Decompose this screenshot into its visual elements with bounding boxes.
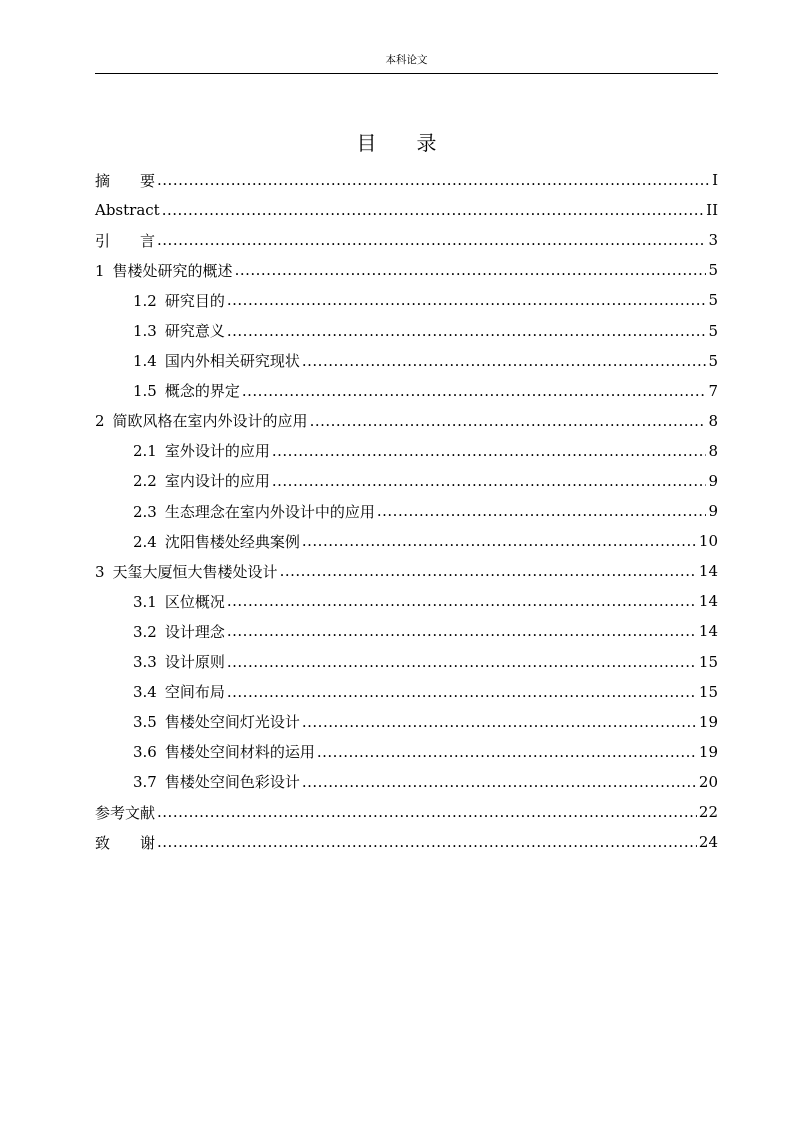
toc-entry-label [95,802,157,823]
toc-title-right: 录 [416,131,437,155]
toc-entry[interactable] [95,797,718,827]
toc-dot-leader [235,261,707,279]
toc-entry-number: 3 [95,562,105,581]
toc-dot-leader [227,291,707,309]
toc-entry[interactable] [95,315,718,345]
toc-entry-text: 空间布局 [164,683,225,702]
toc-entry-label [133,711,302,732]
toc-entry-number: 2 [95,412,105,431]
toc-dot-leader [302,532,697,550]
toc-entry-text: 天玺大厦恒大售楼处设计 [112,562,278,581]
toc-entry-text: 设计理念 [164,622,225,641]
toc-entry-text: 生态理念在室内外设计中的应用 [164,502,375,521]
toc-entry-page: 15 [698,652,718,671]
toc-entry[interactable] [95,586,718,616]
toc-dot-leader [242,382,707,400]
toc-entry-text: 致 谢 [95,833,156,852]
toc-entry[interactable] [95,737,718,767]
toc-entry-text: 售楼处空间色彩设计 [164,773,300,792]
toc-entry-page: 14 [698,592,718,611]
toc-entry-page: I [712,171,718,190]
toc-entry-text: 简欧风格在室内外设计的应用 [112,412,308,431]
toc-entry-label [95,410,310,431]
toc-entry-page: 9 [708,502,718,521]
toc-entry-text: 室外设计的应用 [164,442,270,461]
toc-entry-text: 售楼处空间材料的运用 [164,743,315,762]
toc-dot-leader [280,562,697,580]
toc-entry-label [133,681,227,702]
toc-list [95,165,718,857]
toc-entry-page: II [706,201,718,220]
toc-entry-label [133,350,302,371]
toc-entry-label [95,170,157,191]
toc-dot-leader [272,442,707,460]
toc-entry-page: 5 [708,321,718,340]
toc-entry-label [133,531,302,552]
toc-entry-number: 3.1 [133,592,157,611]
toc-dot-leader [227,592,697,610]
toc-entry-page: 8 [708,411,718,430]
toc-entry-page: 3 [708,231,718,250]
toc-entry-page: 24 [698,833,718,852]
toc-dot-leader [302,773,697,791]
toc-entry-text: 引 言 [95,231,156,250]
toc-dot-leader [227,622,697,640]
toc-entry[interactable] [95,677,718,707]
toc-entry[interactable] [95,346,718,376]
toc-entry[interactable] [95,616,718,646]
toc-dot-leader [302,352,707,370]
toc-entry-label [133,470,272,491]
toc-entry-number: 1 [95,261,105,280]
toc-entry-number: 2.2 [133,472,157,491]
toc-entry[interactable] [95,496,718,526]
toc-entry-text: 研究意义 [164,322,225,341]
toc-entry-text: 设计原则 [164,653,225,672]
toc-entry-number: 2.4 [133,532,157,551]
toc-dot-leader [162,201,704,219]
toc-entry-label [133,771,302,792]
toc-entry-text: 研究目的 [164,291,225,310]
toc-entry-page: 15 [698,682,718,701]
toc-entry-page: 5 [708,291,718,310]
toc-entry-label [133,380,242,401]
toc-entry-number: 3.2 [133,622,157,641]
toc-dot-leader [227,653,697,671]
toc-entry[interactable] [95,526,718,556]
toc-entry-text: 室内设计的应用 [164,472,270,491]
toc-entry[interactable] [95,255,718,285]
toc-entry[interactable] [95,406,718,436]
toc-entry-text: 摘 要 [95,171,156,190]
toc-entry-label [133,320,227,341]
toc-entry-label [133,591,227,612]
toc-entry-label [95,230,157,251]
toc-dot-leader [302,713,697,731]
toc-entry-text: 概念的界定 [164,382,240,401]
toc-entry-page: 9 [708,471,718,490]
toc-entry-label [133,290,227,311]
toc-entry[interactable] [95,285,718,315]
toc-dot-leader [227,322,707,340]
toc-dot-leader [310,412,707,430]
toc-entry-label [95,260,235,281]
toc-entry-page: 20 [698,772,718,791]
toc-entry-page: 5 [708,261,718,280]
running-header [95,52,718,74]
toc-dot-leader [157,833,697,851]
toc-entry-text: 售楼处研究的概述 [112,261,233,280]
toc-entry[interactable] [95,225,718,255]
toc-entry-number: 3.5 [133,713,157,732]
toc-entry[interactable] [95,436,718,466]
toc-entry-page: 14 [698,622,718,641]
toc-entry-label [133,440,272,461]
toc-entry[interactable] [95,376,718,406]
toc-entry[interactable] [95,165,718,195]
toc-dot-leader [157,231,706,249]
toc-entry-label [95,832,157,853]
toc-dot-leader [317,743,697,761]
toc-entry-number: 1.2 [133,291,157,310]
toc-entry-label [133,741,317,762]
toc-entry-label [133,651,227,672]
toc-entry-number: 1.5 [133,382,157,401]
toc-entry-number: 2.1 [133,442,157,461]
toc-dot-leader [157,803,697,821]
toc-entry[interactable] [95,707,718,737]
toc-entry-number: 3.7 [133,773,157,792]
toc-entry-page: 14 [698,562,718,581]
toc-entry-page: 7 [708,381,718,400]
toc-dot-leader [157,171,710,189]
toc-entry[interactable] [95,827,718,857]
toc-entry-number: 1.4 [133,352,157,371]
toc-entry[interactable] [95,647,718,677]
toc-entry-label [133,621,227,642]
toc-dot-leader [272,472,707,490]
toc-entry-page: 19 [698,742,718,761]
toc-entry-label [95,201,162,219]
toc-dot-leader [377,502,707,520]
toc-entry-text: 国内外相关研究现状 [164,352,300,371]
toc-entry[interactable] [95,195,718,225]
toc-entry-page: 5 [708,351,718,370]
toc-entry-text: 参考文献 [95,803,156,822]
toc-entry-label [95,561,280,582]
toc-title [0,128,793,158]
toc-entry[interactable] [95,466,718,496]
toc-dot-leader [227,683,697,701]
toc-entry-text: 售楼处空间灯光设计 [164,713,300,732]
toc-entry-number: 2.3 [133,502,157,521]
toc-entry-page: 10 [698,532,718,551]
toc-entry-text: 区位概况 [164,592,225,611]
toc-entry-page: 19 [698,712,718,731]
toc-entry-number: 3.3 [133,653,157,672]
running-header-title: 本科论文 [385,54,428,66]
toc-entry-number: 3.6 [133,743,157,762]
toc-entry-page: 8 [708,441,718,460]
toc-entry-number: 1.3 [133,322,157,341]
toc-entry-label [133,501,377,522]
toc-entry[interactable] [95,556,718,586]
toc-entry-page: 22 [698,803,718,822]
toc-entry-text: 沈阳售楼处经典案例 [164,532,300,551]
toc-title-left: 目 [356,131,377,155]
toc-entry-text: Abstract [95,201,160,220]
toc-entry-number: 3.4 [133,683,157,702]
toc-entry[interactable] [95,767,718,797]
